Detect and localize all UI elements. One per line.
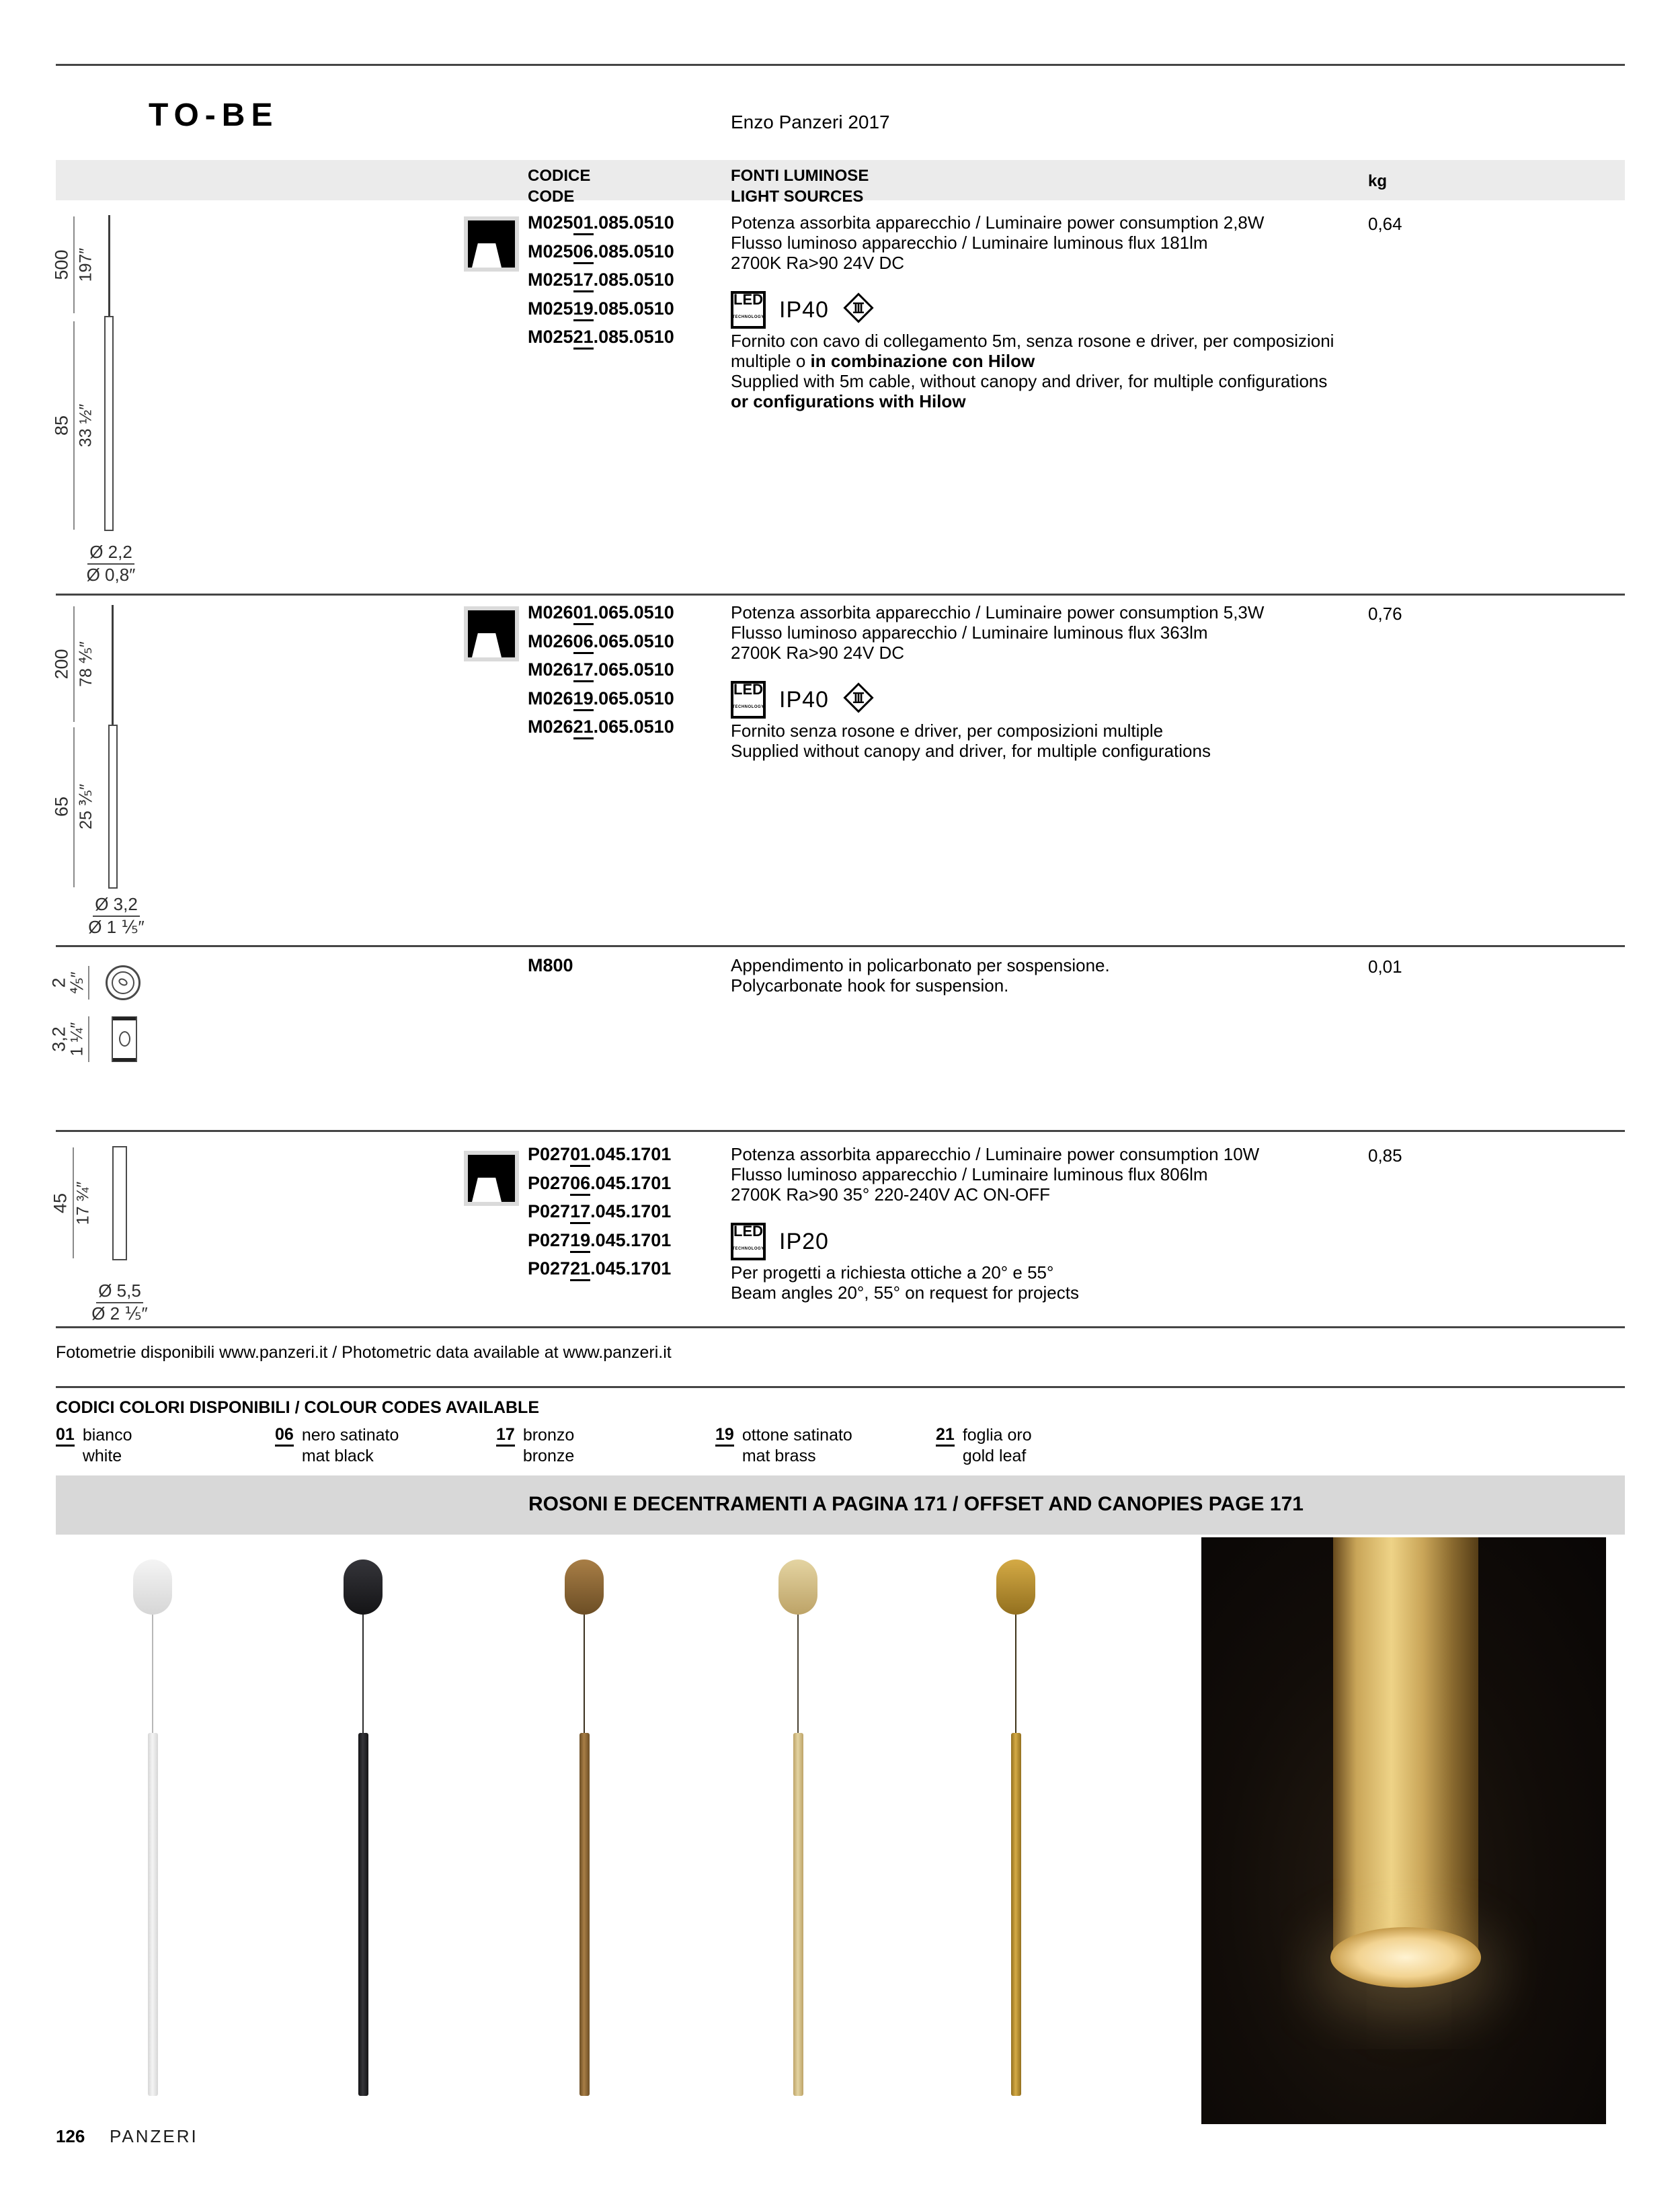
separator	[56, 594, 1625, 596]
separator	[56, 1130, 1625, 1132]
designer-credit: Enzo Panzeri 2017	[731, 112, 890, 132]
dim-label: 45	[50, 1192, 71, 1214]
diameter-labels: Ø 5,5 Ø 2 ⅕″	[91, 1281, 148, 1324]
ip-rating: IP40	[779, 687, 829, 713]
product-code: M02506.085.0510	[528, 241, 674, 270]
note-line: multiple o in combinazione con Hilow	[731, 351, 1035, 371]
cable	[362, 1615, 364, 1733]
colour-code-21: 21 foglia oro gold leaf	[936, 1425, 1032, 1465]
dim-label: 3,2	[48, 1026, 69, 1052]
product-description: Potenza assorbita apparecchio / Luminaire power consumption 2,8W Flusso luminoso apparecchio / Luminaire luminous flux 181lm 2700K Ra>90 24V DC LED TECHNOLOGY IP40 Fornito con cavo di collegamento 5m, senza rosone e driver, per composizioni multiple o in combinazione con Hilow Supplied with 5m cable, without canopy and driver, for multiple configurations or configurations with Hilow	[731, 212, 1390, 411]
code-list	[528, 1144, 671, 1287]
colour-code-17: 17 bronzo bronze	[496, 1425, 575, 1465]
canopy	[778, 1559, 817, 1615]
cable	[152, 1615, 153, 1733]
product-code: M02619.065.0510	[528, 688, 674, 717]
ip-rating: IP20	[779, 1229, 829, 1254]
product-code: M02501.085.0510	[528, 212, 674, 241]
dim-label: 17 ¾″	[73, 1181, 93, 1225]
dim-label: ⅘″	[68, 971, 87, 994]
tube	[358, 1733, 368, 2096]
photometric-note: Fotometrie disponibili www.panzeri.it / Photometric data available at www.panzeri.it	[56, 1343, 672, 1362]
dim-bracket	[88, 1016, 89, 1062]
dim-label: 33 ½″	[76, 403, 95, 448]
pendant-image-bronze	[554, 1559, 614, 2096]
code-list	[528, 212, 674, 356]
product-code: M02621.065.0510	[528, 717, 674, 745]
product-code: P02719.045.1701	[528, 1230, 671, 1259]
dim-tube-outline	[104, 316, 114, 531]
dim-label: 197″	[76, 247, 95, 282]
separator	[56, 1386, 1625, 1388]
product-description: Potenza assorbita apparecchio / Luminaire power consumption 10W Flusso luminoso apparecchio / Luminaire luminous flux 806lm 2700K Ra>90 35° 220-240V AC ON-OFF LED TECHNOLOGY IP20 Per progetti a richiesta ottiche a 20° e 55° Beam angles 20°, 55° on request for projects	[731, 1144, 1390, 1303]
pendant-image-mat-brass	[768, 1559, 828, 2096]
product-code: M02521.085.0510	[528, 327, 674, 356]
pendant-pictogram-icon	[464, 606, 519, 661]
dim-bracket	[73, 606, 75, 722]
dim-label: 2	[48, 977, 69, 988]
colour-code-06: 06 nero satinato mat black	[275, 1425, 399, 1465]
tube	[793, 1733, 803, 2096]
cable	[584, 1615, 585, 1733]
note-line: Fornito senza rosone e driver, per composizioni multiple	[731, 721, 1164, 741]
note-line: Supplied with 5m cable, without canopy and driver, for multiple configurations	[731, 371, 1328, 391]
canopy	[565, 1559, 604, 1615]
column-header-kg: kg	[1368, 172, 1388, 190]
dim-bracket	[73, 321, 75, 530]
canopies-banner: ROSONI E DECENTRAMENTI A PAGINA 171 / OFFSET AND CANOPIES PAGE 171	[56, 1475, 1625, 1535]
dim-bracket	[88, 966, 89, 1000]
product-code: P02721.045.1701	[528, 1258, 671, 1287]
weight-value: 0,85	[1368, 1145, 1402, 1166]
note-line: Per progetti a richiesta ottiche a 20° e 55°	[731, 1262, 1054, 1283]
dim-label: 500	[51, 249, 72, 280]
product-description: Appendimento in policarbonato per sospensione. Polycarbonate hook for suspension.	[731, 955, 1110, 996]
dim-label: 85	[51, 415, 72, 436]
dim-tube-outline	[108, 725, 118, 889]
code-list	[528, 955, 573, 984]
hook-side-view	[112, 1016, 137, 1062]
product-code: M02606.065.0510	[528, 631, 674, 660]
product-code: P02717.045.1701	[528, 1201, 671, 1230]
dim-cable-line	[108, 215, 110, 316]
note-line: Beam angles 20°, 55° on request for projects	[731, 1283, 1079, 1303]
product-code: M02617.065.0510	[528, 659, 674, 688]
dim-bracket	[73, 216, 75, 313]
product-description: Potenza assorbita apparecchio / Luminaire power consumption 5,3W Flusso luminoso apparecchio / Luminaire luminous flux 363lm 2700K Ra>90 24V DC LED TECHNOLOGY IP40 Fornito senza rosone e driver, per composizioni multiple Supplied without canopy and driver, for multiple configurations	[731, 602, 1390, 761]
class-iii-icon	[842, 682, 875, 718]
photo-gold-cylinder	[1333, 1537, 1478, 1961]
pendant-pictogram-icon	[464, 216, 519, 272]
ip-rating: IP40	[779, 297, 829, 323]
class-iii-icon	[842, 292, 875, 328]
note-line: or configurations with Hilow	[731, 391, 966, 411]
dim-label: 65	[51, 796, 72, 817]
dim-bracket	[73, 727, 75, 887]
table-header-band	[56, 160, 1625, 206]
canopy	[133, 1559, 172, 1615]
photo-glowing-rim	[1330, 1927, 1481, 1988]
pendant-image-white	[122, 1559, 183, 2096]
weight-value: 0,76	[1368, 604, 1402, 624]
product-code: M02601.065.0510	[528, 602, 674, 631]
dim-label: 1 ¼″	[67, 1022, 87, 1057]
product-code: M02519.085.0510	[528, 298, 674, 327]
pendant-image-mat-black	[333, 1559, 393, 2096]
product-code: M800	[528, 955, 573, 975]
canopy	[344, 1559, 383, 1615]
code-list	[528, 602, 674, 745]
tube	[148, 1733, 158, 2096]
cable	[1015, 1615, 1016, 1733]
diameter-labels: Ø 2,2 Ø 0,8″	[86, 542, 136, 585]
pendant-pictogram-icon	[464, 1151, 519, 1206]
separator	[56, 1326, 1625, 1328]
dim-label: 78 ⅘″	[77, 641, 95, 687]
dim-tube-outline	[112, 1146, 127, 1260]
tube	[1011, 1733, 1021, 2096]
brand-name: PANZERI	[110, 2126, 198, 2146]
led-technology-icon: LED TECHNOLOGY	[731, 291, 766, 329]
led-technology-icon: LED TECHNOLOGY	[731, 1223, 766, 1260]
weight-value: 0,01	[1368, 957, 1402, 977]
ambience-photo	[1201, 1537, 1606, 2124]
pendant-image-gold-leaf	[986, 1559, 1046, 2096]
dim-label: 200	[51, 649, 72, 680]
led-technology-icon: LED TECHNOLOGY	[731, 681, 766, 719]
column-header-light-sources: FONTI LUMINOSE LIGHT SOURCES	[731, 167, 869, 206]
page-number: 126	[56, 2126, 85, 2146]
column-header-code: CODICE CODE	[528, 167, 591, 206]
note-line: Fornito con cavo di collegamento 5m, senza rosone e driver, per composizioni	[731, 331, 1334, 351]
weight-value: 0,64	[1368, 214, 1402, 234]
colour-code-01: 01 bianco white	[56, 1425, 132, 1465]
separator	[56, 945, 1625, 947]
product-code: M02517.085.0510	[528, 270, 674, 298]
cable	[797, 1615, 799, 1733]
dim-cable-line	[112, 605, 114, 725]
colour-code-19: 19 ottone satinato mat brass	[715, 1425, 852, 1465]
note-line: Supplied without canopy and driver, for multiple configurations	[731, 741, 1211, 761]
colour-codes-title: CODICI COLORI DISPONIBILI / COLOUR CODES AVAILABLE	[56, 1398, 539, 1417]
top-rule	[56, 64, 1625, 66]
dim-label: 25 ⅗″	[77, 784, 95, 829]
product-code: P02701.045.1701	[528, 1144, 671, 1173]
diameter-labels: Ø 3,2 Ø 1 ⅕″	[88, 894, 145, 937]
tube	[579, 1733, 590, 2096]
product-code: P02706.045.1701	[528, 1173, 671, 1202]
canopy	[996, 1559, 1035, 1615]
page-title: TO-BE	[149, 97, 279, 133]
